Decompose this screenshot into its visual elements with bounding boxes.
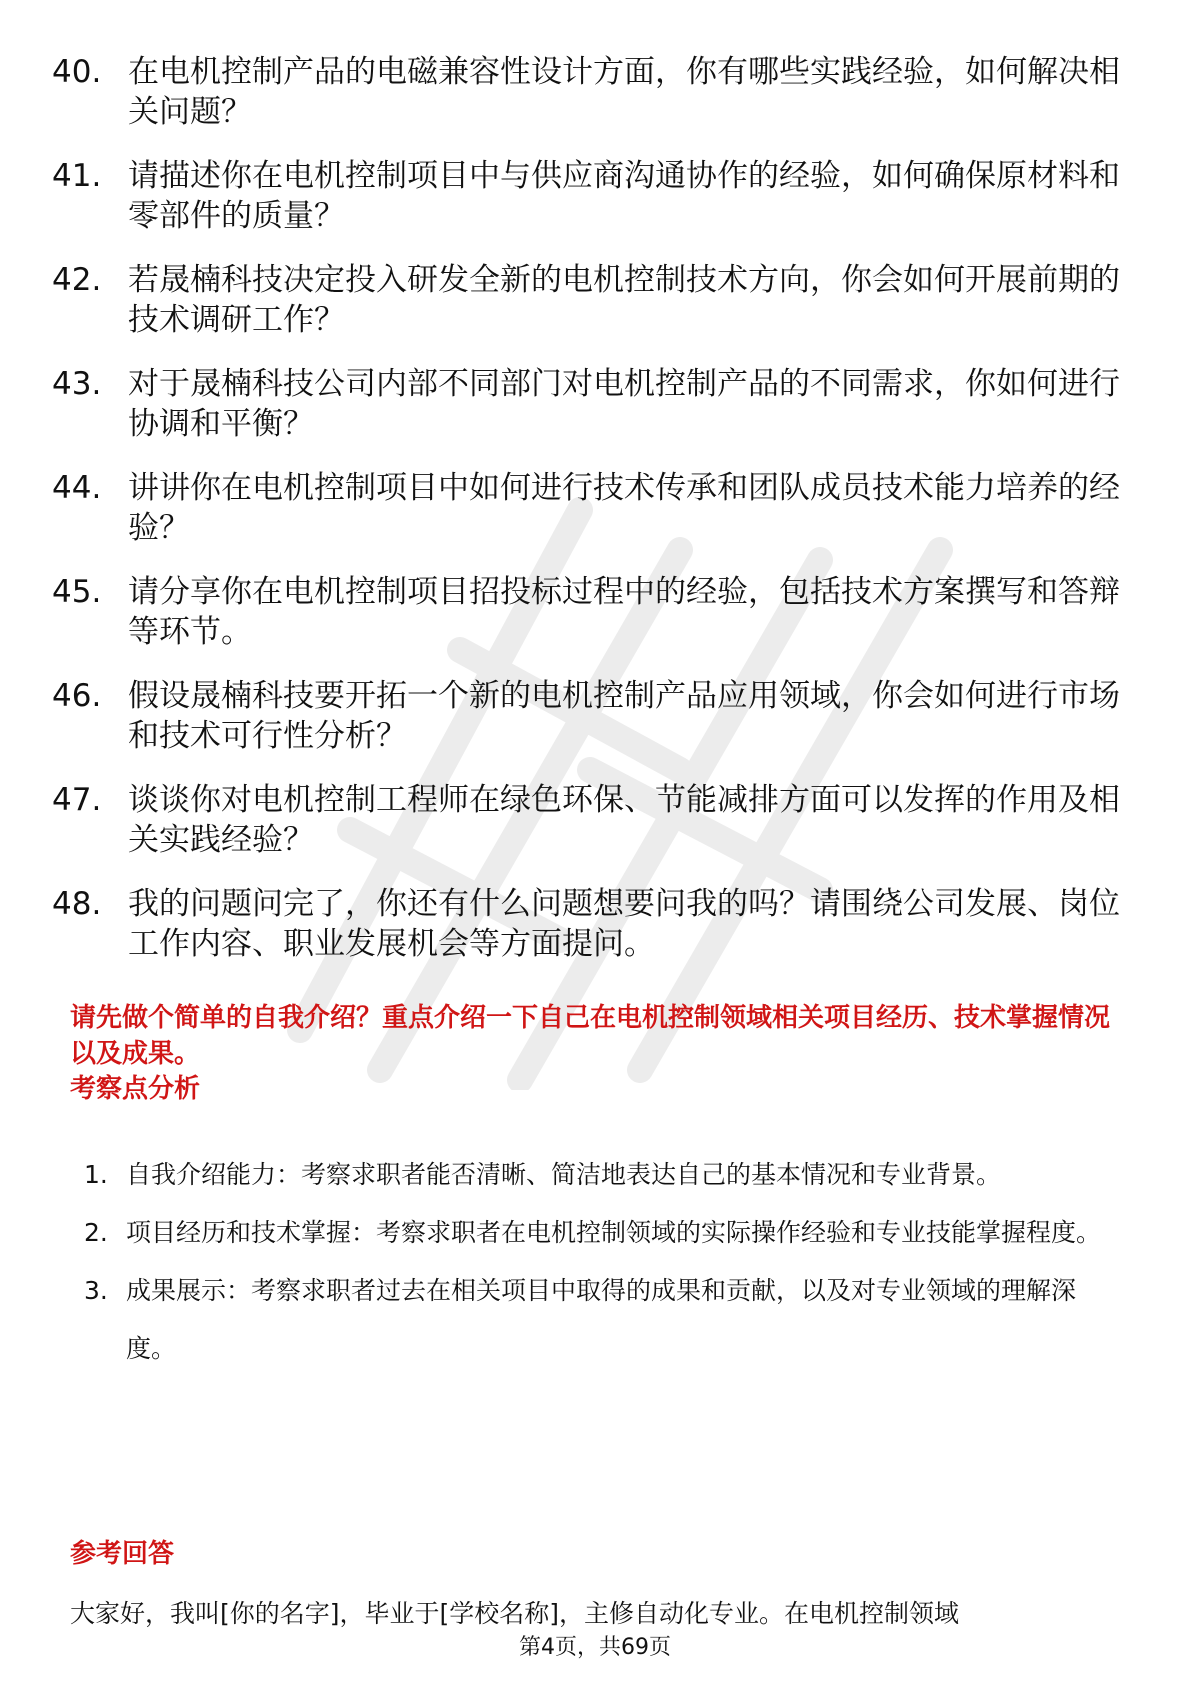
analysis-item	[70, 1204, 1120, 1262]
analysis-text: 自我介绍能力：考察求职者能否清晰、简洁地表达自己的基本情况和专业背景。	[126, 1160, 1002, 1189]
question-item	[52, 572, 1132, 652]
question-number: 42.	[52, 262, 102, 298]
question-text: 请分享你在电机控制项目招投标过程中的经验，包括技术方案撰写和答辩等环节。	[128, 574, 1120, 650]
answer-text: 大家好，我叫[你的名字]，毕业于[学校名称]，主修自动化专业。在电机控制领域	[70, 1599, 960, 1628]
question-item	[52, 156, 1132, 236]
question-text: 请描述你在电机控制项目中与供应商沟通协作的经验，如何确保原材料和零部件的质量？	[128, 158, 1120, 234]
question-item	[52, 52, 1132, 132]
question-item	[52, 260, 1132, 340]
answer-title: 参考回答	[70, 1539, 175, 1569]
question-item	[52, 364, 1132, 444]
question-text: 讲讲你在电机控制项目中如何进行技术传承和团队成员技术能力培养的经验？	[128, 470, 1120, 546]
analysis-item	[70, 1262, 1120, 1378]
question-number: 41.	[52, 158, 102, 194]
analysis-title: 考察点分析	[70, 1074, 201, 1104]
question-number: 40.	[52, 54, 102, 90]
question-item	[52, 468, 1132, 548]
question-text: 在电机控制产品的电磁兼容性设计方面，你有哪些实践经验，如何解决相关问题？	[128, 54, 1120, 130]
question-number: 46.	[52, 678, 102, 714]
question-number: 44.	[52, 470, 102, 506]
page-number: 第4页，共69页	[0, 1633, 1190, 1663]
analysis-text: 成果展示：考察求职者过去在相关项目中取得的成果和贡献，以及对专业领域的理解深度。	[126, 1276, 1077, 1363]
analysis-number: 1.	[84, 1160, 108, 1189]
question-number: 48.	[52, 886, 102, 922]
analysis-text: 项目经历和技术掌握：考察求职者在电机控制领域的实际操作经验和专业技能掌握程度。	[126, 1218, 1102, 1247]
question-text: 对于晟楠科技公司内部不同部门对电机控制产品的不同需求，你如何进行协调和平衡？	[128, 366, 1120, 442]
question-item	[52, 884, 1132, 964]
analysis-number: 2.	[84, 1218, 108, 1247]
question-text: 谈谈你对电机控制工程师在绿色环保、节能减排方面可以发挥的作用及相关实践经验？	[128, 782, 1120, 858]
question-number: 47.	[52, 782, 102, 818]
question-item	[52, 780, 1132, 860]
analysis-item	[70, 1146, 1120, 1204]
question-item	[52, 676, 1132, 756]
analysis-number: 3.	[84, 1276, 108, 1305]
analysis-list	[70, 1146, 1120, 1378]
question-text: 我的问题问完了，你还有什么问题想要问我的吗？请围绕公司发展、岗位工作内容、职业发展机会等方面提问。	[128, 886, 1120, 962]
interview-prompt: 请先做个简单的自我介绍？重点介绍一下自己在电机控制领域相关项目经历、技术掌握情况以及成果。	[70, 1003, 1111, 1069]
question-text: 假设晟楠科技要开拓一个新的电机控制产品应用领域，你会如何进行市场和技术可行性分析？	[128, 678, 1120, 754]
question-number: 45.	[52, 574, 102, 610]
question-list	[52, 52, 1132, 988]
question-text: 若晟楠科技决定投入研发全新的电机控制技术方向，你会如何开展前期的技术调研工作？	[128, 262, 1120, 338]
question-number: 43.	[52, 366, 102, 402]
